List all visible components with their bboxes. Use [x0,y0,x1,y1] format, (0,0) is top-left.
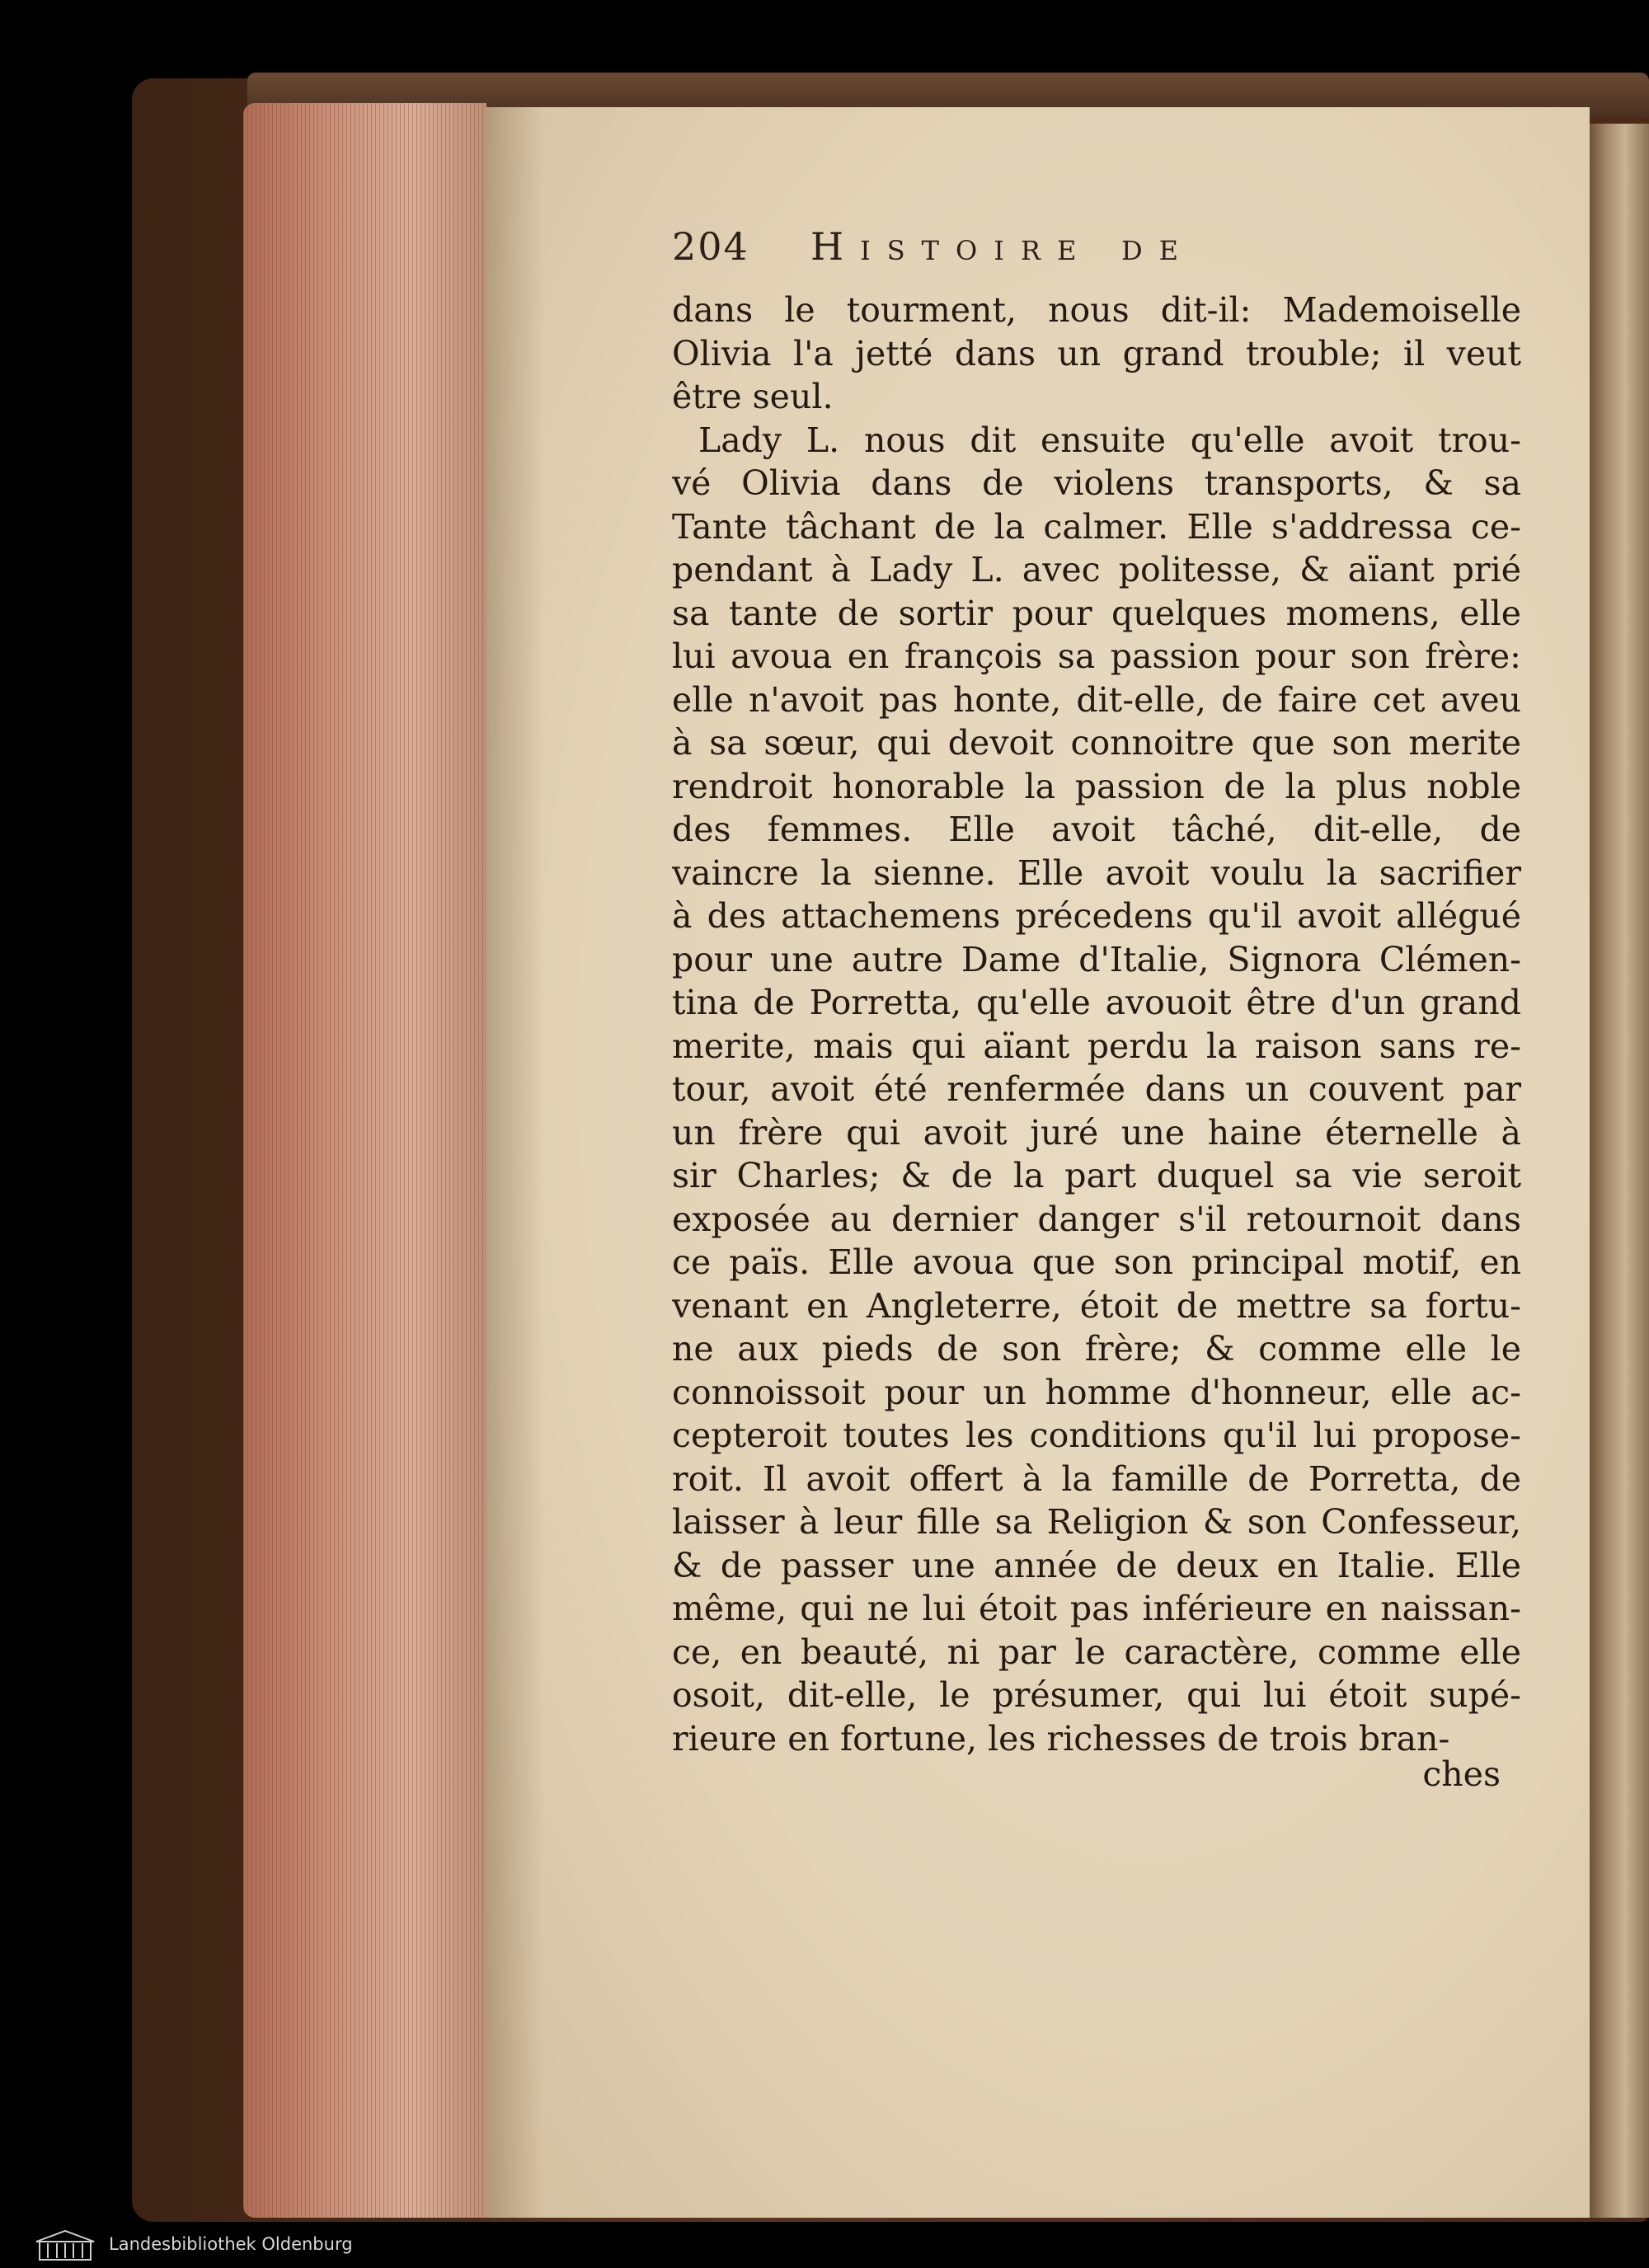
text-line: Olivia l'a jetté dans un grand trouble; il veut [672,333,1521,373]
text-line: merite, mais qui aïant perdu la raison sans re- [672,1026,1521,1066]
text-line: osoit, dit-elle, le présumer, qui lui étoit supé- [672,1675,1521,1715]
text-line: un frère qui avoit juré une haine éternelle à [672,1112,1521,1153]
text-line: être seul. [672,377,834,416]
text-line: laisser à leur fille sa Religion & son Confesseur, [672,1502,1521,1542]
text-line: Lady L. nous dit ensuite qu'elle avoit trou- [698,420,1521,460]
text-line: exposée au dernier danger s'il retournoit dans [672,1199,1521,1239]
page-number: 204 [672,224,749,269]
text-line: des femmes. Elle avoit tâché, dit-elle, de [672,810,1521,849]
text-line: pour une autre Dame d'Italie, Signora Clémen- [672,939,1521,979]
text-line: cepteroit toutes les conditions qu'il lui propose- [672,1416,1521,1455]
text-line: tina de Porretta, qu'elle avouoit être d'un grand [672,983,1521,1022]
text-line: même, qui ne lui étoit pas inférieure en naissan- [672,1589,1521,1628]
text-line: & de passer une année de deux en Italie. Elle [672,1545,1521,1585]
library-name: Landesbibliothek Oldenburg [109,2234,353,2254]
text-line: vé Olivia dans de violens transports, & sa [672,463,1521,503]
text-line: elle n'avoit pas honte, dit-elle, de faire cet aveu [672,679,1521,720]
catchword: ches [1422,1754,1501,1794]
text-line: ce, en beauté, ni par le caractère, comme elle [672,1632,1521,1672]
text-line: Tante tâchant de la calmer. Elle s'addressa ce- [672,506,1521,547]
text-line: dans le tourment, nous dit-il: Mademoiselle [672,290,1521,330]
library-building-icon [33,2228,97,2263]
text-line: connoissoit pour un homme d'honneur, elle ac- [672,1372,1521,1412]
text-line: rendroit honorable la passion de la plus noble [672,766,1521,806]
text-line: ce païs. Elle avoua que son principal motif, en [672,1242,1521,1282]
gutter-shadow [486,107,544,2218]
text-line: vaincre la sienne. Elle avoit voulu la sacrifier [672,852,1521,893]
text-line: venant en Angleterre, étoit de mettre sa fortu- [672,1285,1521,1326]
page-block-edges [243,103,486,2218]
text-line: ne aux pieds de son frère; & comme elle le [672,1329,1521,1369]
text-line: pendant à Lady L. avec politesse, & aïant prié [672,550,1521,589]
text-line: à des attachemens précedens qu'il avoit allégué [672,896,1521,936]
text-line: sir Charles; & de la part duquel sa vie seroit [672,1156,1521,1195]
text-line: roit. Il avoit offert à la famille de Porretta, de [672,1458,1521,1499]
text-line: rieure en fortune, les richesses de trois bran- [672,1718,1450,1759]
running-head [672,224,1521,282]
text-line: sa tante de sortir pour quelques momens, elle [672,593,1521,633]
text-line: à sa sœur, qui devoit connoitre que son merite [672,723,1521,763]
running-title: Histoire de [810,224,1195,269]
body-text [672,289,1521,1760]
footer-bar [0,2222,1649,2268]
facing-page-edge [1590,124,1649,2218]
text-line: lui avoua en françois sa passion pour son frère: [672,636,1521,676]
text-line: tour, avoit été renfermée dans un couvent par [672,1069,1521,1109]
